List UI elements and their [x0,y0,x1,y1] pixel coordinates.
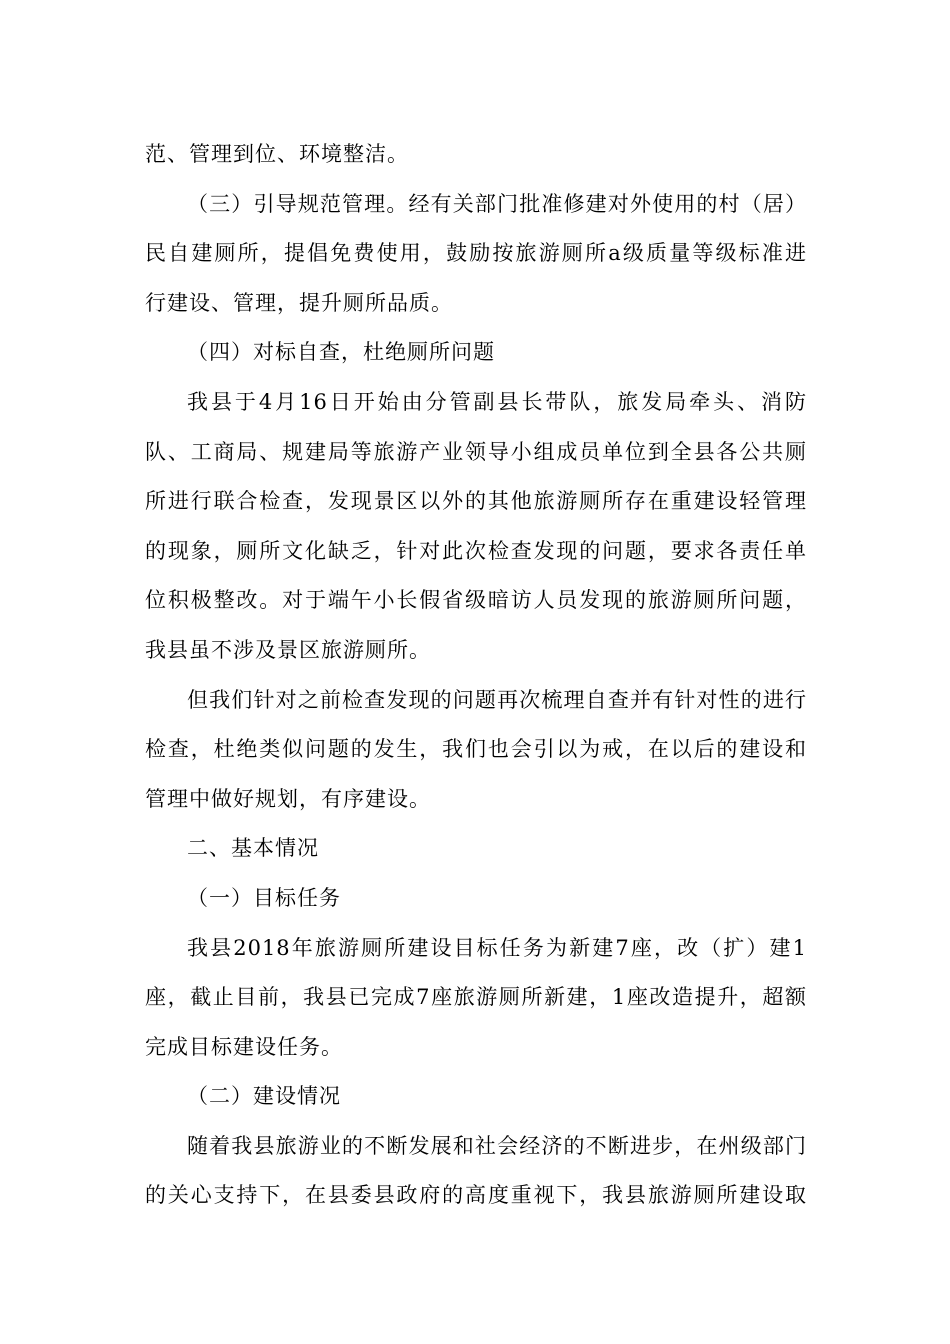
text-line: 但我们针对之前检查发现的问题再次梳理自查并有针对性的进行 [187,687,807,712]
section-heading: （一）目标任务 [187,885,341,910]
text-line: 所进行联合检查，发现景区以外的其他旅游厕所存在重建设轻管理 [145,489,807,514]
text-line: 的关心支持下，在县委县政府的高度重视下，我县旅游厕所建设取 [145,1183,807,1208]
section-heading: 二、基本情况 [187,836,319,861]
text-line: 行建设、管理，提升厕所品质。 [145,290,453,315]
text-line: 我县2018年旅游厕所建设目标任务为新建7座，改（扩）建1 [187,935,807,960]
text-line: 的现象，厕所文化缺乏，针对此次检查发现的问题，要求各责任单 [145,538,807,563]
text-line: 座，截止目前，我县已完成7座旅游厕所新建，1座改造提升，超额 [145,985,807,1010]
section-heading: （四）对标自查，杜绝厕所问题 [187,340,495,365]
text-line: 位积极整改。对于端午小长假省级暗访人员发现的旅游厕所问题， [145,588,807,613]
text-line: 民自建厕所，提倡免费使用，鼓励按旅游厕所a级质量等级标准进 [145,241,807,266]
text-line: 我县虽不涉及景区旅游厕所。 [145,637,431,662]
text-line: 范、管理到位、环境整洁。 [145,142,409,166]
text-line: 管理中做好规划，有序建设。 [145,786,431,811]
text-line: 队、工商局、规建局等旅游产业领导小组成员单位到全县各公共厕 [145,439,807,464]
section-heading: （二）建设情况 [187,1084,341,1109]
text-line: 完成目标建设任务。 [145,1034,343,1059]
text-line: 检查，杜绝类似问题的发生，我们也会引以为戒，在以后的建设和 [145,737,807,762]
document-body [145,130,807,1221]
text-line: 随着我县旅游业的不断发展和社会经济的不断进步，在州级部门 [187,1133,807,1158]
text-line: （三）引导规范管理。经有关部门批准修建对外使用的村（居） [187,191,807,216]
text-line: 我县于4月16日开始由分管副县长带队，旅发局牵头、消防 [187,389,807,414]
